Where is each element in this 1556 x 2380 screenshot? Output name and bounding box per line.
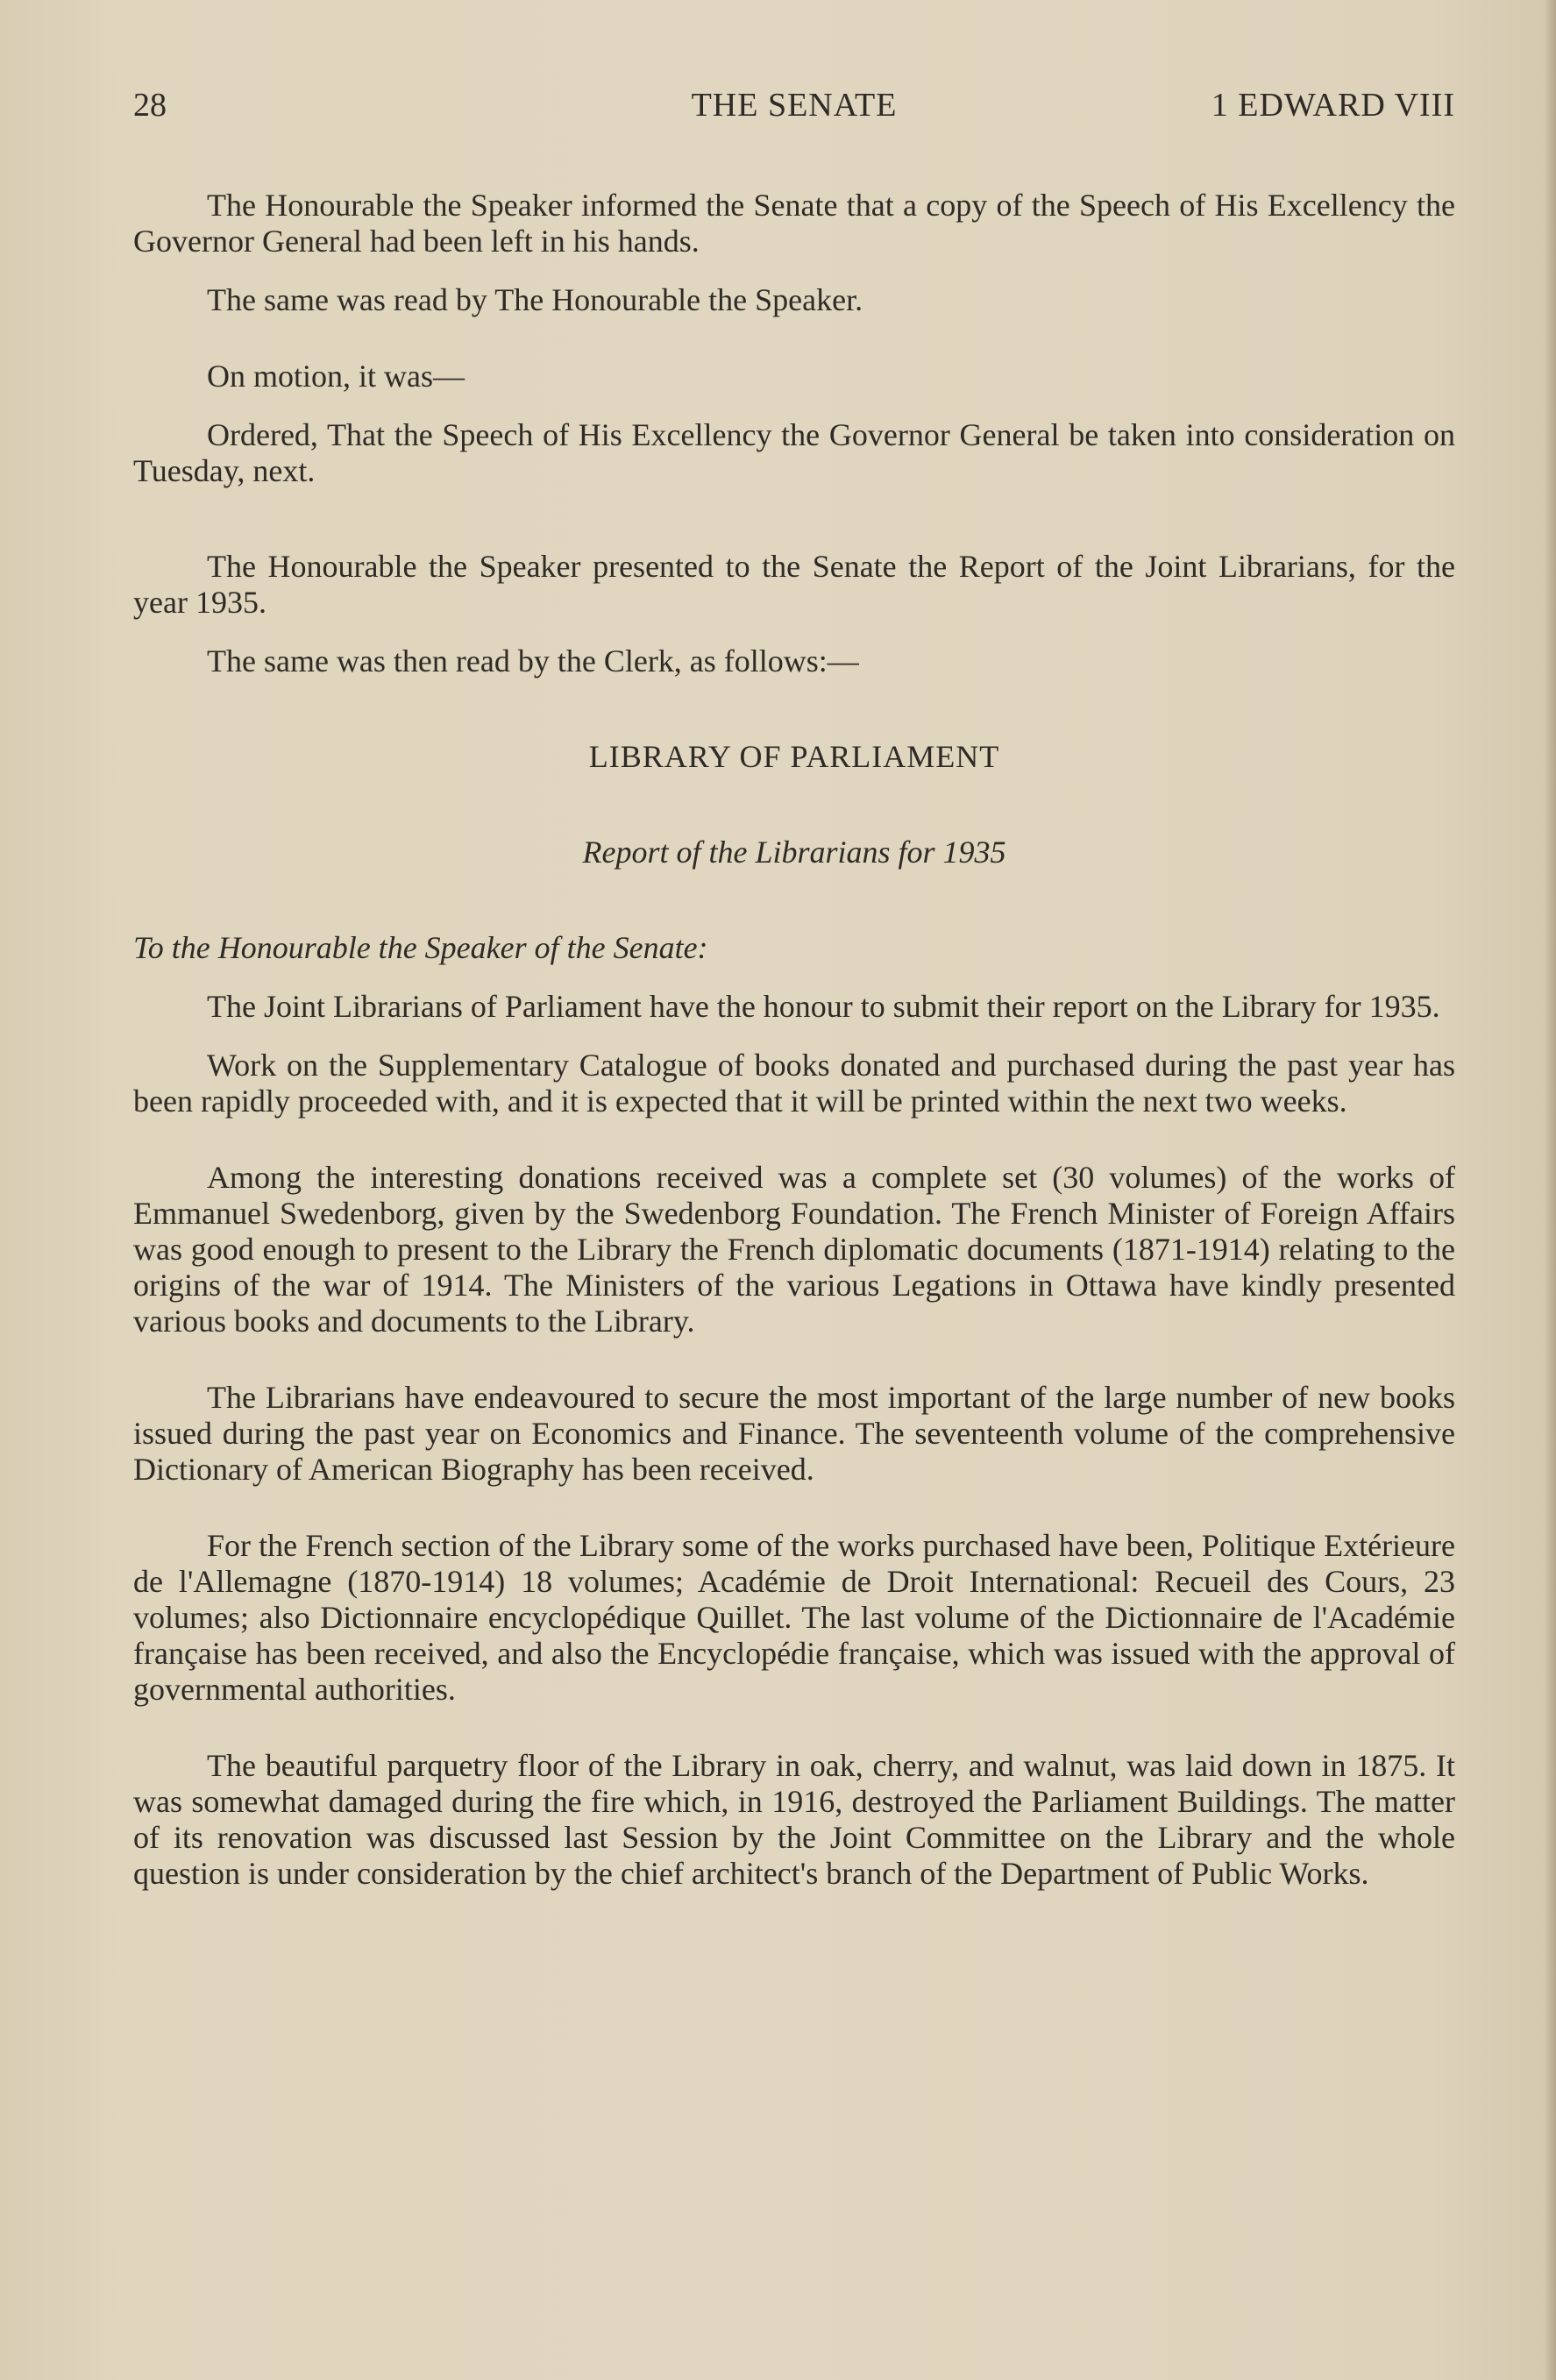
report-paragraph-new-books: The Librarians have endeavoured to secure the most important of the large number of new books issued during the past year on Economics and Finance. The seventeenth volume of the comprehensive Dictionary of American Biography has been received. (133, 1380, 1455, 1487)
report-heading: LIBRARY OF PARLIAMENT (588, 739, 1000, 774)
running-header (133, 83, 1455, 127)
report-paragraph-intro: The Joint Librarians of Parliament have the honour to submit their report on the Library for 1935. (207, 989, 1440, 1024)
paragraph-motion: On motion, it was— (207, 359, 465, 394)
report-subheading: Report of the Librarians for 1935 (582, 835, 1006, 870)
report-paragraph-french-section: For the French section of the Library some of the works purchased have been, Politique Extérieure de l'Allemagne (1870-1914) 18 volumes; Académie de Droit International: Recueil des Cours, 23 volumes; also Dictionnaire encyclopédique Quillet. The last volume of the Dictionnaire de l'Académie française has been received, and also the Encyclopédie française, which was issued with the approval of governmental authorities. (133, 1528, 1455, 1707)
page-body (133, 188, 1455, 1892)
report-salutation: To the Honourable the Speaker of the Senate: (133, 930, 708, 965)
paragraph-speech-read: The same was read by The Honourable the Speaker. (207, 282, 863, 317)
paragraph-report-presented: The Honourable the Speaker presented to the Senate the Report of the Joint Librarians, for the year 1935. (133, 549, 1455, 620)
report-paragraph-donations: Among the interesting donations received was a complete set (30 volumes) of the works of Emmanuel Swedenborg, given by the Swedenborg Foundation. The French Minister of Foreign Affairs was good enough to present to the Library the French diplomatic documents (1871-1914) relating to the origins of the war of 1914. The Ministers of the various Legations in Ottawa have kindly presented various books and documents to the Library. (133, 1160, 1455, 1339)
report-paragraph-catalogue: Work on the Supplementary Catalogue of books donated and purchased during the past year has been rapidly proceeded with, and it is expected that it will be printed within the next two weeks. (133, 1048, 1455, 1119)
page-number: 28 (133, 87, 167, 124)
header-title: THE SENATE (691, 87, 898, 124)
report-paragraph-parquetry-floor: The beautiful parquetry floor of the Library in oak, cherry, and walnut, was laid down in 1875. It was somewhat damaged during the fire which, in 1916, destroyed the Parliament Buildings. The matter of its renovation was discussed last Session by the Joint Committee on the Library and the whole question is under consideration by the chief architect's branch of the Department of Public Works. (133, 1748, 1455, 1891)
page-edge-shadow (1544, 0, 1556, 2380)
paragraph-order: Ordered, That the Speech of His Excellency the Governor General be taken into consideration on Tuesday, next. (133, 417, 1455, 488)
paragraph-speech-left: The Honourable the Speaker informed the Senate that a copy of the Speech of His Excellency the Governor General had been left in his hands. (133, 188, 1455, 259)
paragraph-report-read: The same was then read by the Clerk, as follows:— (207, 643, 859, 678)
header-regnal-year: 1 EDWARD VIII (1211, 87, 1455, 124)
